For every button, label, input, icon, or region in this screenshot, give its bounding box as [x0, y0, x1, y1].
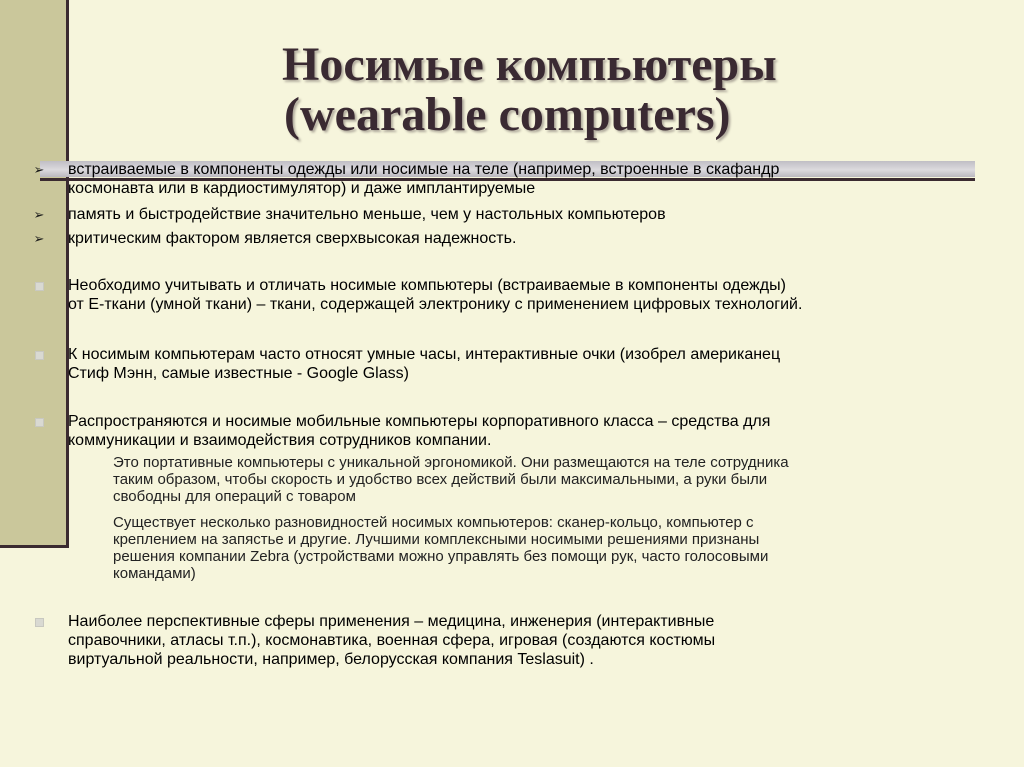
sub-paragraph-line: таким образом, чтобы скорость и удобство всех действий были максимальными, а руки были: [113, 471, 768, 488]
decorative-vertical-rule: [66, 0, 69, 548]
sub-paragraph-line: командами): [113, 565, 196, 582]
arrow-bullet-icon: ➢: [33, 231, 45, 246]
arrow-bullet-icon: ➢: [33, 207, 45, 222]
square-list-item: [68, 276, 802, 314]
sub-paragraph-line: креплением на запястье и другие. Лучшими комплексными носимыми решениями признаны: [113, 531, 760, 548]
list-item-text-line: память и быстродействие значительно меньше, чем у настольных компьютеров: [68, 206, 666, 223]
square-bullet-icon: [29, 276, 49, 296]
list-item-text-line: критическим фактором является сверхвысокая надежность.: [68, 230, 517, 247]
list-item-text-line: Распространяются и носимые мобильные компьютеры корпоративного класса – средства для: [68, 413, 771, 430]
square-bullet-icon: [29, 412, 49, 432]
list-item-text-line: Необходимо учитывать и отличать носимые компьютеры (встраиваемые в компоненты одежды): [68, 277, 786, 294]
list-item-text-line: Стиф Мэнн, самые известные - Google Glass): [68, 365, 409, 382]
square-list-item: [68, 612, 715, 669]
list-item-text-line: космонавта или в кардиостимулятор) и даже имплантируемые: [68, 180, 536, 197]
square-list-item: [68, 345, 780, 383]
list-item-text-line: справочники, атласы т.п.), космонавтика, военная сфера, игровая (создаются костюмы: [68, 632, 716, 649]
list-item-text-line: от Е-ткани (умной ткани) – ткани, содержащей электронику с применением цифровых технологий.: [68, 296, 803, 313]
sub-paragraph: [113, 454, 789, 505]
list-item-text-line: встраиваемые в компоненты одежды или носимые на теле (например, встроенные в скафандр: [68, 161, 780, 178]
sub-paragraph-line: свободны для операций с товаром: [113, 488, 356, 505]
list-item-text-line: виртуальной реальности, например, белорусская компания Teslasuit) .: [68, 651, 594, 668]
square-bullet-icon: [29, 345, 49, 365]
sub-paragraph-line: Существует несколько разновидностей носимых компьютеров: сканер-кольцо, компьютер с: [113, 514, 754, 531]
sub-paragraph-line: решения компании Zebra (устройствами можно управлять без помощи рук, часто голосовыми: [113, 548, 769, 565]
arrow-list-item: [33, 160, 780, 198]
list-item-text-line: коммуникации и взаимодействия сотрудников компании.: [68, 432, 492, 449]
arrow-list-item: [33, 205, 666, 224]
slide-title-line-2: (wearable computers): [284, 88, 731, 141]
arrow-bullet-icon: ➢: [33, 162, 45, 177]
arrow-list-item: [33, 229, 517, 248]
square-list-item: [68, 412, 770, 450]
slide-title-line-1: Носимые компьютеры: [282, 38, 777, 91]
decorative-horizontal-rule: [0, 545, 68, 548]
sub-paragraph-line: Это портативные компьютеры с уникальной эргономикой. Они размещаются на теле сотрудника: [113, 454, 789, 471]
list-item-text-line: К носимым компьютерам часто относят умные часы, интерактивные очки (изобрел американец: [68, 346, 781, 363]
decorative-side-band: [0, 0, 66, 545]
list-item-text-line: Наиболее перспективные сферы применения – медицина, инженерия (интерактивные: [68, 613, 715, 630]
square-bullet-icon: [29, 612, 49, 632]
slide-title: [282, 40, 777, 140]
sub-paragraph: [113, 514, 768, 582]
